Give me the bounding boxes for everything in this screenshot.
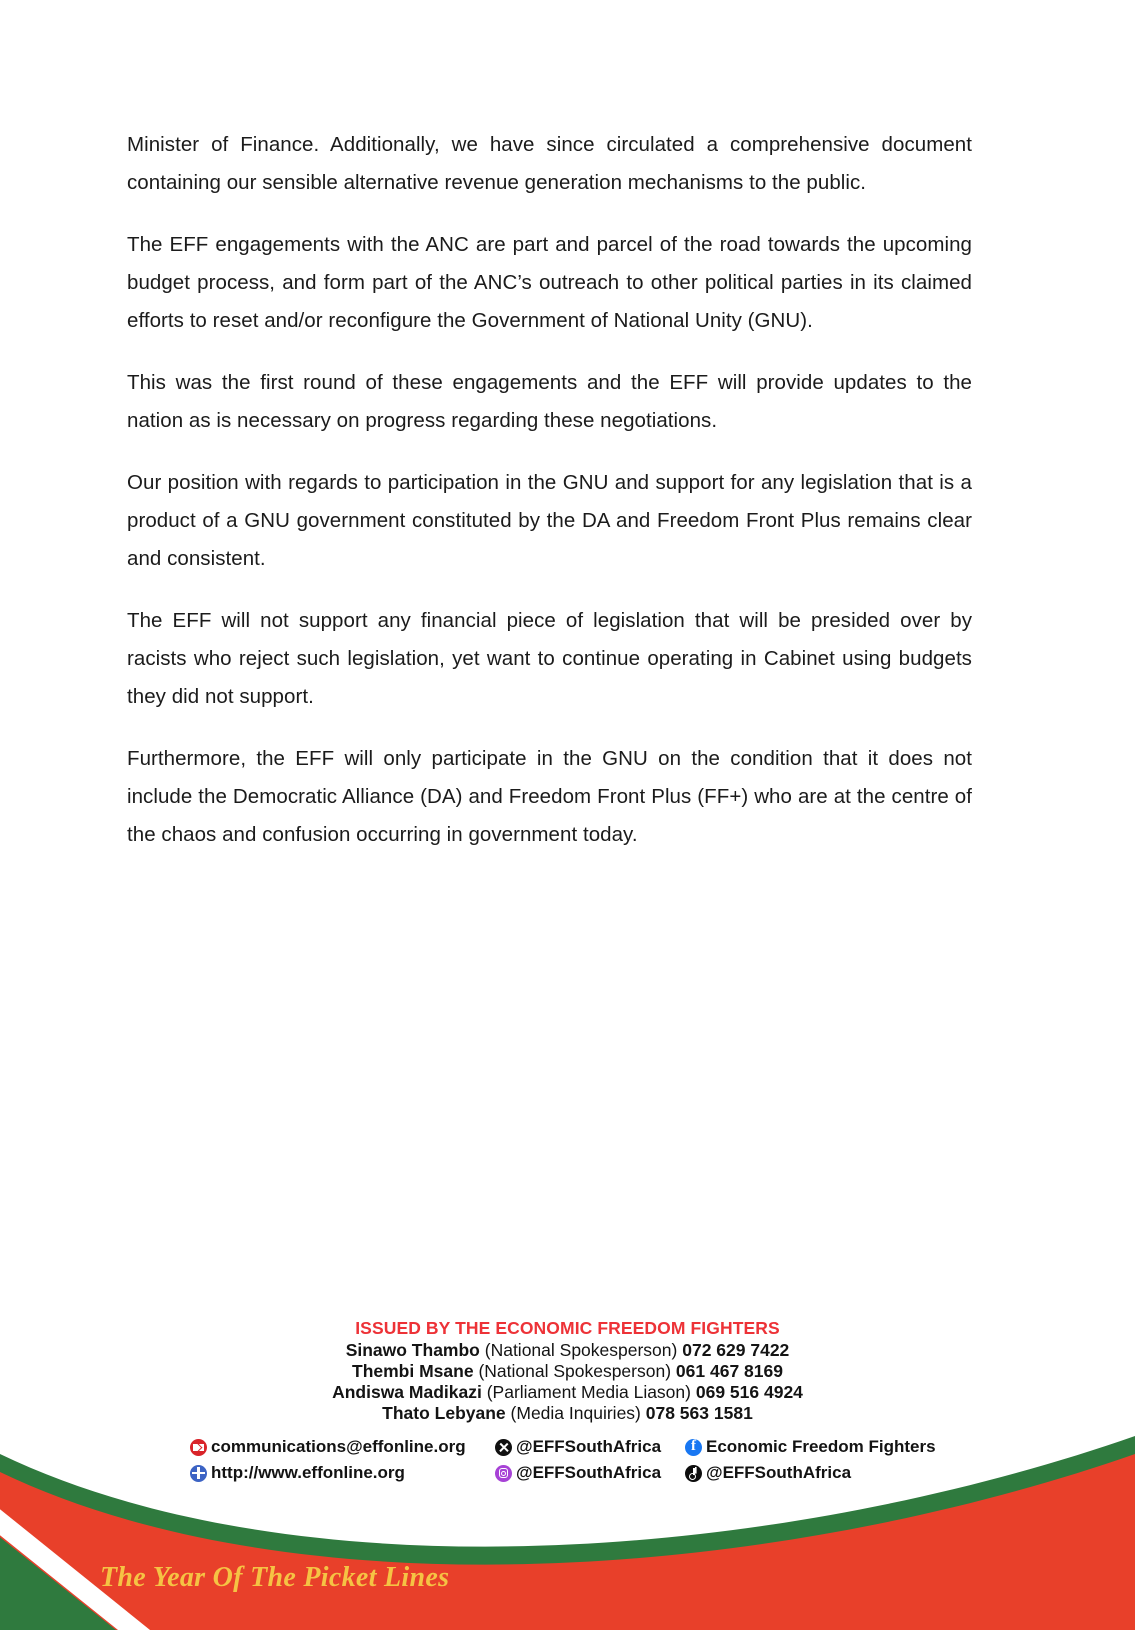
contact-role: (National Spokesperson) — [484, 1340, 678, 1360]
contact-name: Thato Lebyane — [382, 1403, 506, 1423]
instagram-label: @EFFSouthAfrica — [516, 1463, 662, 1482]
bottom-banner — [0, 1410, 1135, 1630]
paragraph: The EFF engagements with the ANC are part and parcel of the road towards the upcoming budget process, and form part of the ANC’s outreach to other political parties in its claimed efforts to reset and/or reconfigure the Government of National Unity (GNU). — [127, 233, 972, 332]
paragraph: Furthermore, the EFF will only participate in the GNU on the condition that it does not include the Democratic Alliance (DA) and Freedom Front Plus (FF+) who are at the centre of the chaos and confusion occurring in government today. — [127, 747, 972, 846]
banner-graphic — [0, 1410, 1135, 1630]
contact-name: Sinawo Thambo — [345, 1340, 480, 1360]
contact-role: (Media Inquiries) — [510, 1403, 641, 1423]
website-label: http://www.effonline.org — [211, 1463, 405, 1482]
issued-by-heading: ISSUED BY THE ECONOMIC FREEDOM FIGHTERS — [355, 1318, 780, 1338]
contact-role: (National Spokesperson) — [478, 1361, 672, 1381]
footer-credits — [0, 1318, 1135, 1424]
paragraph: This was the first round of these engagements and the EFF will provide updates to the nation as is necessary on progress regarding these negotiations. — [127, 371, 972, 432]
contact-phone: 061 467 8169 — [675, 1361, 783, 1381]
x-twitter-label: @EFFSouthAfrica — [516, 1437, 662, 1456]
paragraph: Our position with regards to participation in the GNU and support for any legislation that is a product of a GNU government constituted by the DA and Freedom Front Plus remains clear and consistent. — [127, 471, 972, 570]
contact-role: (Parliament Media Liason) — [486, 1382, 691, 1402]
contact-phone: 069 516 4924 — [695, 1382, 803, 1402]
contact-line — [0, 1361, 1135, 1382]
document-body — [127, 126, 972, 854]
slogan-text: The Year Of The Picket Lines — [100, 1562, 450, 1593]
contact-phone: 072 629 7422 — [682, 1340, 790, 1360]
contact-name: Andiswa Madikazi — [332, 1382, 482, 1402]
email-label: communications@effonline.org — [211, 1437, 466, 1456]
facebook-label: Economic Freedom Fighters — [706, 1437, 936, 1456]
contact-line — [0, 1382, 1135, 1403]
tiktok-label: @EFFSouthAfrica — [706, 1463, 852, 1482]
contact-name: Thembi Msane — [352, 1361, 474, 1381]
contact-line — [0, 1340, 1135, 1361]
contact-phone: 078 563 1581 — [645, 1403, 753, 1423]
paragraph: The EFF will not support any financial piece of legislation that will be presided over by racists who reject such legislation, yet want to continue operating in Cabinet using budgets they did not support. — [127, 609, 972, 708]
paragraph: Minister of Finance. Additionally, we have since circulated a comprehensive document containing our sensible alternative revenue generation mechanisms to the public. — [127, 133, 972, 194]
